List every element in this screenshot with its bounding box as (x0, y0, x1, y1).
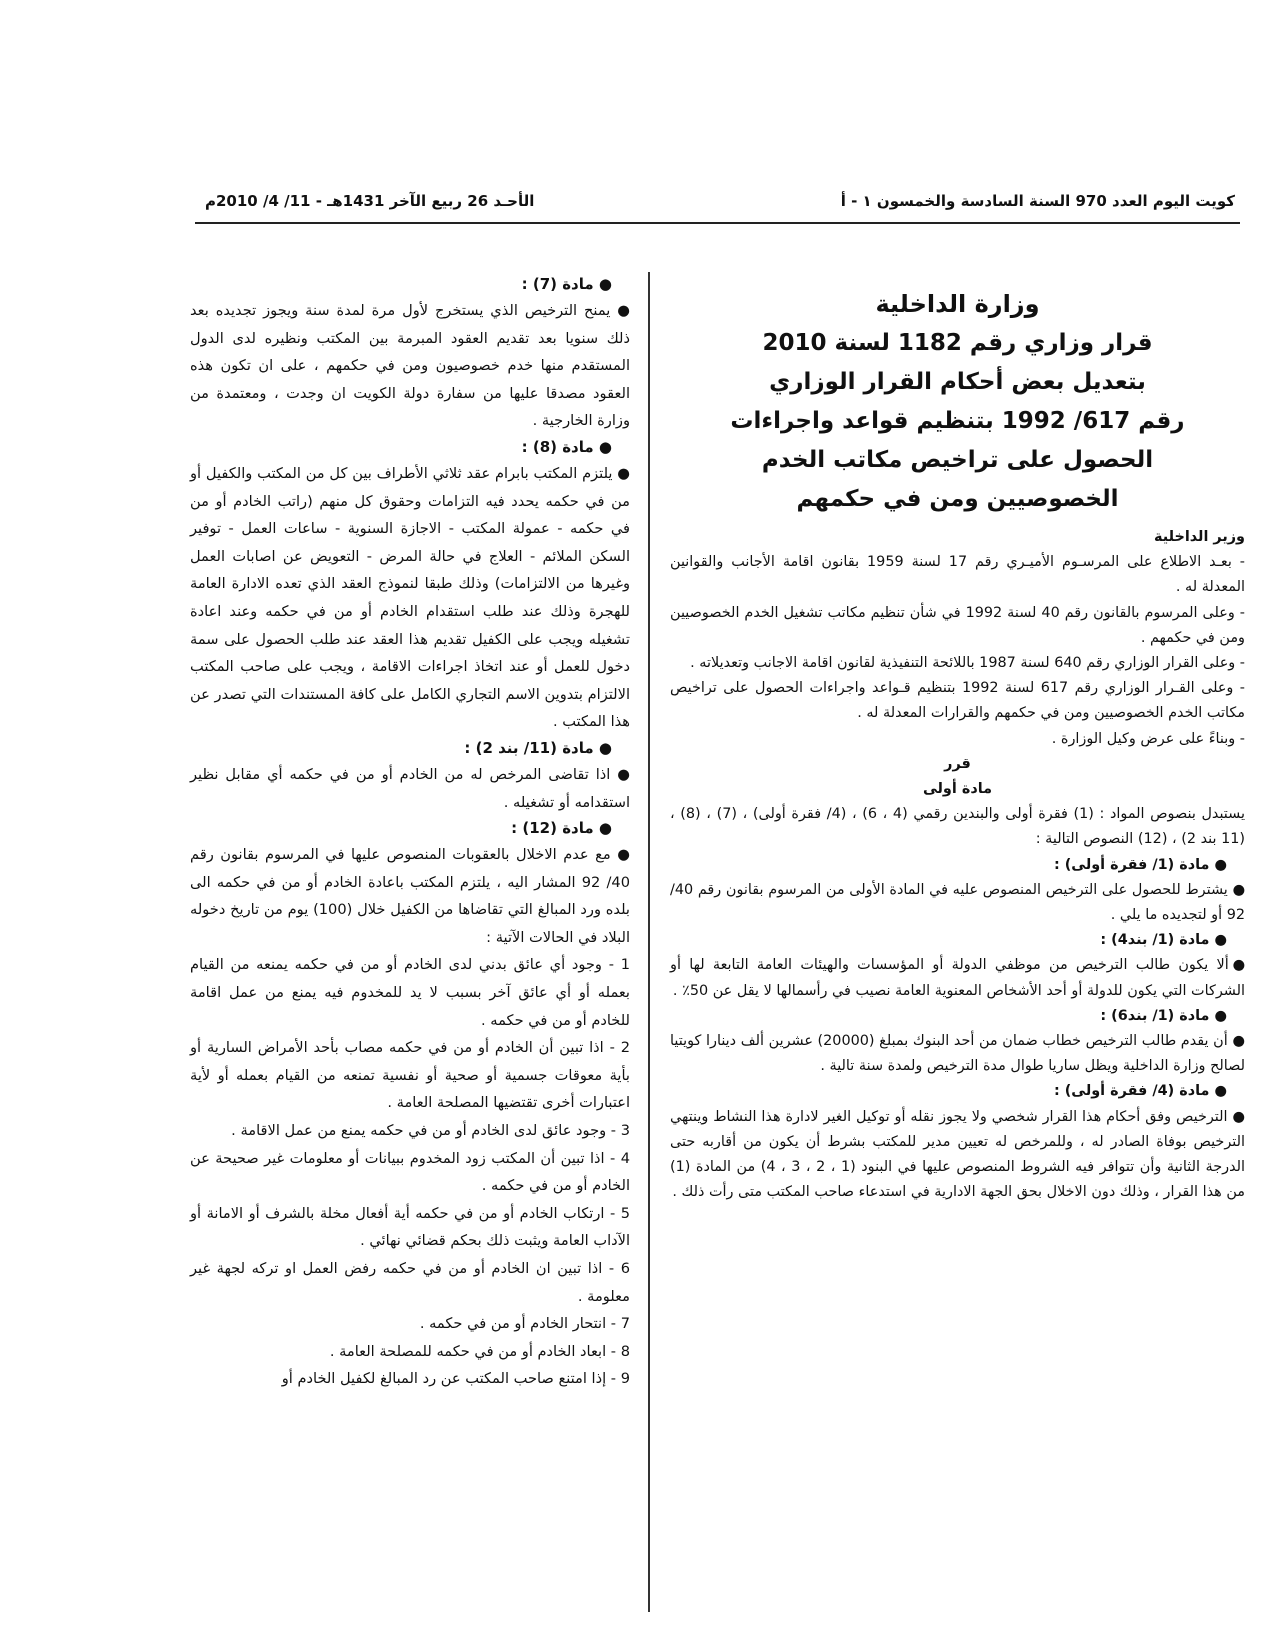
article-1-item-4-text: ●ألا يكون طالب الترخيص من موظفي الدولة أو المؤسسات والهيئات العامة التابعة لها أو الشركات التي يكون للدولة أو أحد الأشخاص المعنوية العامة نصيب في رأسمالها لا يقل عن 50٪ . (670, 957, 1245, 999)
ministry-name: وزارة الداخلية (875, 290, 1040, 318)
page-header (205, 188, 1245, 218)
header-divider (195, 222, 1240, 224)
gazette-issue-info: كويت اليوم العدد 970 السنة السادسة والخمسون ١ - أ (840, 192, 1235, 210)
article-one-text: يستبدل بنصوص المواد : (1) فقرة أولى والبندين رقمي (4 ، 6) ، (4/ فقرة أولى) ، (7) ، (8) ، (11 بند 2) ، (12) النصوص التالية : (670, 806, 1245, 848)
decree-number: قرار وزاري رقم 1182 لسنة 2010 (762, 330, 1153, 356)
article-4-text: ● الترخيص وفق أحكام هذا القرار شخصي ولا يجوز نقله أو توكيل الغير لادارة هذا النشاط وينتهي الترخيص بوفاة الصادر له ، وللمرخص له تعيين مدير للمكتب بشرط أن يكون من أقاربه حتى الدرجة الثانية وأن تتوافر فيه الشروط المنصوص عليها في البنود (1 ، 2 ، 3 ، 4) من المادة (1) من هذا القرار ، وذلك دون الاخلال بحق الجهة الادارية في استدعاء صاحب المكتب متى رأت ذلك . (670, 1108, 1246, 1201)
article-12-case-9: 9 - إذا امتنع صاحب المكتب عن رد المبالغ لكفيل الخادم أو (281, 1370, 630, 1388)
article-12-case-1: 1 - وجود أي عائق بدني لدى الخادم أو من في حكمه يمنعه من القيام بعمله أو أي عائق آخر بسبب لا يد للمخدوم فيه يمنع من عمل اقامة للخادم أو من في حكمه . (190, 956, 630, 1029)
decree-subject-line-2: رقم 617/ 1992 بتنظيم قواعد واجراءات (730, 408, 1185, 434)
article-12-case-8: 8 - ابعاد الخادم أو من في حكمه للمصلحة العامة . (329, 1342, 630, 1360)
article-12-case-3: 3 - وجود عائق لدى الخادم أو من في حكمه يمنع من عمل الاقامة . (231, 1122, 630, 1140)
decree-subject-line-3: الحصول على تراخيص مكاتب الخدم (761, 447, 1154, 473)
article-7-heading: ● مادة (7) : (521, 275, 612, 293)
article-12-case-4: 4 - اذا تبين أن المكتب زود المخدوم ببيانات أو معلومات غير صحيحة عن الخادم أو من في حكمه . (190, 1149, 630, 1195)
decree-subject-line-1: بتعديل بعض أحكام القرار الوزاري (769, 369, 1146, 395)
article-4-heading: ● مادة (4/ فقرة أولى) : (1053, 1083, 1227, 1100)
article-1-para-1-text: ● يشترط للحصول على الترخيص المنصوص عليه في المادة الأولى من المرسوم بقانون رقم 40/ 92 أو لتجديده ما يلي . (670, 881, 1245, 924)
minister-heading: وزير الداخلية (1153, 529, 1245, 545)
article-12-case-6: 6 - اذا تبين ان الخادم أو من في حكمه رفض العمل او تركه لجهة غير معلومة . (190, 1260, 630, 1305)
article-12-case-2: 2 - اذا تبين أن الخادم أو من في حكمه مصاب بأحد الأمراض السارية أو بأية معوقات جسمية أو صحية أو نفسية تمنعه من القيام بعمله أو لأية اعتبارات أخرى تقتضيها المصلحة العامة . (190, 1039, 630, 1112)
article-7-text: ● يمنح الترخيص الذي يستخرج لأول مرة لمدة سنة ويجوز تجديده بعد ذلك سنويا بعد تقديم العقود المبرمة بين المكتب ونظيره لدى الدول المستقدم منها خدم خصوصيون ومن في حكمهم ، على ان تكون هذه العقود مصدقا عليها من سفارة دولة الكويت ان وجدت ، ومعتمدة من وزارة الخارجية . (190, 302, 630, 430)
column-divider (648, 272, 650, 1612)
article-1-item-6-text: ● أن يقدم طالب الترخيص خطاب ضمان من أحد البنوك بمبلغ (20000) عشرين ألف دينارا كويتيا لصالح وزارة الداخلية ويظل ساريا طوال مدة الترخيص ولمدة سنة تالية . (670, 1033, 1245, 1075)
article-8-text: ● يلتزم المكتب بابرام عقد ثلاثي الأطراف بين كل من المكتب والكفيل أو من في حكمه يحدد فيه التزامات وحقوق كل منهم (راتب الخادم أو من في حكمه - عمولة المكتب - الاجازة السنوية - ساعات العمل - توفير السكن الملائم - العلاج في حالة المرض - التعويض عن اصابات العمل وغيرها من الالتزامات) وذلك طبقا لنموذج العقد الذي تعده الادارة العامة للهجرة وذلك عند طلب استقدام الخادم أو من في حكمه وعند اعادة تشغيله ويجب على الكفيل تقديم هذا العقد عند طلب الحصول على سمة دخول للعمل أو عند اتخاذ اجراءات الاقامة ، ويجب على صاحب المكتب الالتزام بتدوين الاسم التجاري الكامل على كافة المستندات التي تصدر عن هذا المكتب . (190, 464, 630, 731)
article-one-heading: مادة أولى (922, 781, 993, 798)
decided-heading: قرر (944, 755, 971, 772)
article-1-item-6-heading: ● مادة (1/ بند6) : (1100, 1007, 1227, 1024)
article-12-case-5: 5 - ارتكاب الخادم أو من في حكمه أية أفعال مخلة بالشرف أو الامانة أو الآداب العامة ويثبت ذلك بحكم قضائي نهائي . (190, 1204, 630, 1250)
preamble-5: - وبناءً على عرض وكيل الوزارة . (1051, 730, 1245, 747)
article-8-heading: ● مادة (8) : (521, 437, 612, 456)
left-column (190, 272, 630, 1393)
article-12-case-7: 7 - انتحار الخادم أو من في حكمه . (419, 1315, 630, 1333)
article-1-para-1-heading: ● مادة (1/ فقرة أولى) : (1053, 856, 1227, 873)
preamble-3: - وعلى القرار الوزاري رقم 640 لسنة 1987 باللائحة التنفيذية لقانون اقامة الاجانب وتعديلاته . (690, 655, 1245, 672)
preamble-4: - وعلى القـرار الوزاري رقم 617 لسنة 1992 بتنظيم قـواعد واجراءات الحصول على تراخيص مكاتب الخدم الخصوصيين ومن في حكمهم والقرارات المعدلة له . (670, 680, 1245, 722)
decree-title (670, 285, 1245, 519)
preamble-1: - بعـد الاطلاع على المرسـوم الأميـري رقم 17 لسنة 1959 بقانون اقامة الأجانب والقوانين المعدلة له . (670, 554, 1245, 596)
article-11-heading: ● مادة (11/ بند 2) : (464, 738, 612, 757)
article-12-text: ● مع عدم الاخلال بالعقوبات المنصوص عليها في المرسوم بقانون رقم 40/ 92 المشار اليه ، يلتزم المكتب باعادة الخادم أو من في حكمه الى بلده ورد المبالغ التي تقاضاها من الكفيل خلال (100) يوم من تاريخ دخوله البلاد في الحالات الآتية : (190, 846, 630, 946)
preamble-2: - وعلى المرسوم بالقانون رقم 40 لسنة 1992 في شأن تنظيم مكاتب تشغيل الخدم الخصوصيين ومن في حكمهم . (670, 604, 1245, 646)
article-1-item-4-heading: ● مادة (1/ بند4) : (1100, 932, 1227, 949)
article-11-text: ● اذا تقاضى المرخص له من الخادم أو من في حكمه أي مقابل نظير استقدامه أو تشغيله . (190, 765, 630, 811)
article-12-heading: ● مادة (12) : (511, 819, 612, 838)
gazette-date: الأحـد 26 ربيع الآخر 1431هـ - 11/ 4/ 2010م (205, 192, 535, 210)
right-column (670, 285, 1245, 1205)
decree-subject-line-4: الخصوصيين ومن في حكمهم (796, 486, 1119, 512)
